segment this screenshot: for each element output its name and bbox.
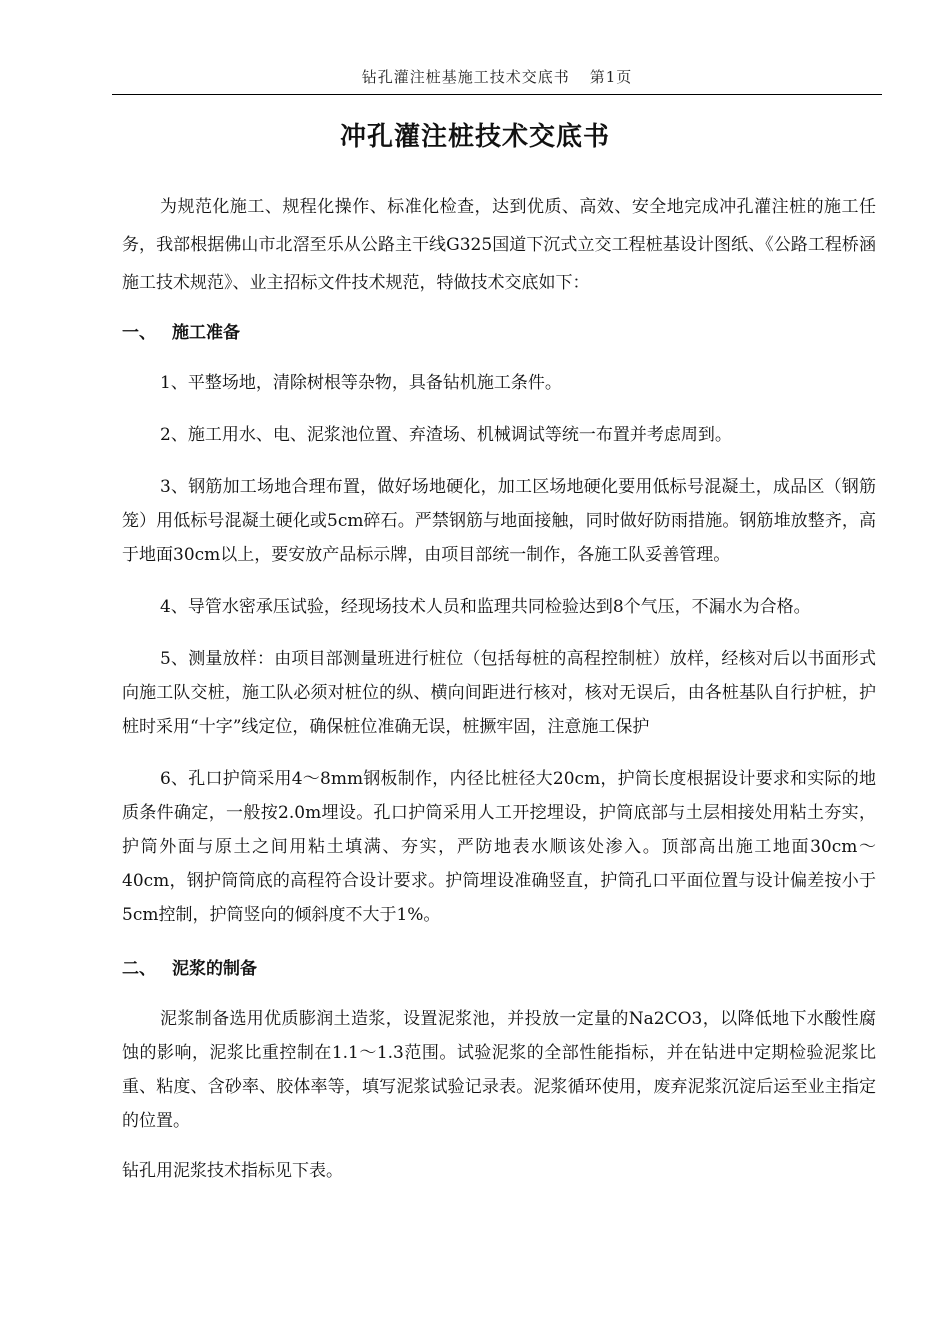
- prep-item-4: 4、导管水密承压试验，经现场技术人员和监理共同检验达到8个气压，不漏水为合格。: [160, 597, 811, 617]
- prep-item-3: 3、钢筋加工场地合理布置，做好场地硬化，加工区场地硬化要用低标号混凝土，成品区（钢筋笼）用低标号混凝土硬化或5cm碎石。严禁钢筋与地面接触，同时做好防雨措施。钢筋堆放整齐，高于地面30cm以上，要安放产品标示牌，由项目部统一制作，各施工队妥善管理。: [122, 477, 876, 565]
- header-page-number: 第1页: [589, 68, 633, 86]
- page-header: [112, 66, 882, 95]
- slurry-table-note: 钻孔用泥浆技术指标见下表。: [122, 1161, 343, 1181]
- document-title: 冲孔灌注桩技术交底书: [339, 122, 610, 152]
- section-number: 一、: [122, 323, 156, 343]
- prep-item-1: 1、平整场地，清除树根等杂物，具备钻机施工条件。: [160, 373, 562, 393]
- section-title: 泥浆的制备: [172, 959, 257, 979]
- intro-paragraph: 为规范化施工、规程化操作、标准化检查，达到优质、高效、安全地完成冲孔灌注桩的施工任务，我部根据佛山市北滘至乐从公路主干线G325国道下沉式立交工程桩基设计图纸、《公路工程桥涵施工技术规范》、业主招标文件技术规范，特做技术交底如下：: [122, 197, 876, 293]
- prep-item-6: 6、孔口护筒采用4～8mm钢板制作，内径比桩径大20cm，护筒长度根据设计要求和实际的地质条件确定，一般按2.0m埋设。孔口护筒采用人工开挖埋设，护筒底部与土层相接处用粘土夯实，护筒外面与原土之间用粘土填满、夯实，严防地表水顺该处渗入。顶部高出施工地面30cm～40cm，钢护筒筒底的高程符合设计要求。护筒埋设准确竖直，护筒孔口平面位置与设计偏差按小于5cm控制，护筒竖向的倾斜度不大于1%。: [122, 769, 876, 925]
- document-body: [122, 188, 876, 1188]
- prep-item-2: 2、施工用水、电、泥浆池位置、弃渣场、机械调试等统一布置并考虑周到。: [160, 425, 732, 445]
- section-number: 二、: [122, 959, 156, 979]
- header-doc-title: 钻孔灌注桩基施工技术交底书: [361, 68, 570, 86]
- slurry-paragraph: 泥浆制备选用优质膨润土造浆，设置泥浆池，并投放一定量的Na2CO3，以降低地下水酸性腐蚀的影响，泥浆比重控制在1.1～1.3范围。试验泥浆的全部性能指标，并在钻进中定期检验泥浆比重、粘度、含砂率、胶体率等，填写泥浆试验记录表。泥浆循环使用，废弃泥浆沉淀后运至业主指定的位置。: [122, 1009, 876, 1131]
- section-title: 施工准备: [172, 323, 240, 343]
- section-heading-preparation: [122, 316, 876, 350]
- prep-item-5: 5、测量放样：由项目部测量班进行桩位（包括每桩的高程控制桩）放样，经核对后以书面形式向施工队交桩，施工队必须对桩位的纵、横向间距进行核对，核对无误后，由各桩基队自行护桩，护桩时采用“十字”线定位，确保桩位准确无误，桩撅牢固，注意施工保护: [122, 649, 876, 737]
- section-heading-slurry: [122, 952, 876, 986]
